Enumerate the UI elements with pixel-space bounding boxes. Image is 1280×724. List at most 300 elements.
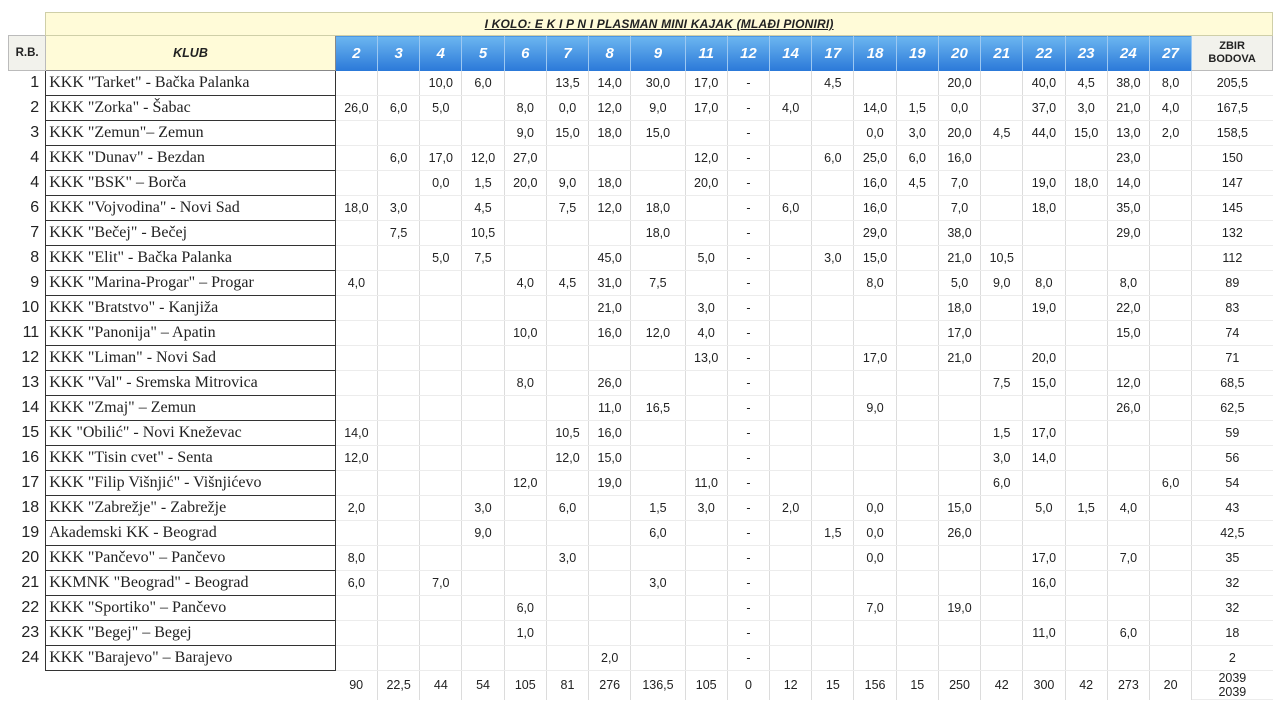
score-cell: [1107, 446, 1149, 471]
score-cell: [378, 621, 420, 646]
score-cell: [420, 621, 462, 646]
score-cell: 12,0: [1107, 371, 1149, 396]
score-cell: [378, 321, 420, 346]
total-cell: 150: [1192, 146, 1273, 171]
score-cell: 6,0: [631, 521, 685, 546]
score-cell: [1065, 646, 1107, 671]
score-cell: 20,0: [938, 121, 980, 146]
score-cell: 21,0: [589, 296, 631, 321]
score-cell: [378, 296, 420, 321]
score-cell: 6,0: [896, 146, 938, 171]
column-sum-cell: 15: [812, 671, 854, 700]
competitor-header: 4: [420, 36, 462, 71]
rb-header: R.B.: [9, 36, 46, 71]
score-cell: [812, 396, 854, 421]
total-cell: 43: [1192, 496, 1273, 521]
score-cell: [420, 196, 462, 221]
table-row: [9, 271, 1273, 296]
score-cell: 14,0: [335, 421, 377, 446]
rank-cell: 20: [21, 549, 40, 566]
score-cell: 21,0: [1107, 96, 1149, 121]
competitor-header: 14: [770, 36, 812, 71]
table-row: [9, 621, 1273, 646]
score-cell: [981, 596, 1023, 621]
score-cell: [504, 571, 546, 596]
score-cell: [378, 246, 420, 271]
score-cell: 23,0: [1107, 146, 1149, 171]
total-cell: 205,5: [1192, 71, 1273, 96]
column-sum-cell: 15: [896, 671, 938, 700]
score-cell: -: [727, 221, 769, 246]
score-cell: [1065, 396, 1107, 421]
score-cell: [378, 71, 420, 96]
club-cell: KKK "Filip Višnjić" - Višnjićevo: [46, 471, 336, 496]
score-cell: 1,5: [631, 496, 685, 521]
score-cell: 1,0: [504, 621, 546, 646]
score-cell: [812, 321, 854, 346]
score-cell: [1107, 521, 1149, 546]
score-cell: [981, 171, 1023, 196]
club-cell: KK "Obilić" - Novi Kneževac: [46, 421, 336, 446]
rank-cell: 15: [21, 424, 40, 441]
score-cell: 17,0: [685, 71, 727, 96]
score-cell: 6,0: [504, 596, 546, 621]
score-cell: 21,0: [938, 246, 980, 271]
table-row: [9, 346, 1273, 371]
score-cell: [938, 421, 980, 446]
score-cell: 5,0: [1023, 496, 1065, 521]
score-cell: 35,0: [1107, 196, 1149, 221]
score-cell: 6,0: [335, 571, 377, 596]
score-cell: [1150, 396, 1192, 421]
club-cell: KKK "Pančevo" – Pančevo: [46, 546, 336, 571]
club-cell: KKK "Begej" – Begej: [46, 621, 336, 646]
score-cell: [546, 521, 588, 546]
total-header-line1: ZBIR: [1219, 40, 1245, 52]
score-cell: -: [727, 196, 769, 221]
score-cell: 29,0: [1107, 221, 1149, 246]
score-cell: 6,0: [812, 146, 854, 171]
score-cell: [462, 621, 504, 646]
score-cell: 4,0: [770, 96, 812, 121]
competitor-header: 27: [1150, 36, 1192, 71]
score-cell: [631, 371, 685, 396]
score-cell: 15,0: [1065, 121, 1107, 146]
score-cell: [1065, 596, 1107, 621]
score-cell: -: [727, 371, 769, 396]
club-cell: KKK "Val" - Sremska Mitrovica: [46, 371, 336, 396]
score-cell: 18,0: [1023, 196, 1065, 221]
score-cell: [685, 221, 727, 246]
score-cell: 5,0: [420, 246, 462, 271]
score-cell: [938, 471, 980, 496]
score-cell: 0,0: [854, 546, 896, 571]
score-cell: [462, 446, 504, 471]
score-cell: 3,0: [462, 496, 504, 521]
score-cell: [546, 371, 588, 396]
score-cell: [770, 621, 812, 646]
score-cell: [1150, 621, 1192, 646]
score-cell: -: [727, 96, 769, 121]
score-cell: 17,0: [938, 321, 980, 346]
grand-total-value: 2039: [1218, 671, 1247, 685]
score-cell: 27,0: [504, 146, 546, 171]
club-cell: KKK "Bečej" - Bečej: [46, 221, 336, 246]
score-cell: 38,0: [1107, 71, 1149, 96]
score-cell: -: [727, 521, 769, 546]
score-cell: [504, 346, 546, 371]
score-cell: [1023, 646, 1065, 671]
score-cell: [770, 121, 812, 146]
rank-cell: 6: [30, 199, 40, 216]
column-sum-cell: 22,5: [378, 671, 420, 700]
score-cell: [631, 546, 685, 571]
club-cell: KKK "Tarket" - Bačka Palanka: [46, 71, 336, 96]
score-cell: 7,0: [1107, 546, 1149, 571]
score-cell: [981, 321, 1023, 346]
table-row: [9, 571, 1273, 596]
score-cell: [854, 321, 896, 346]
score-cell: [546, 321, 588, 346]
score-cell: 18,0: [631, 221, 685, 246]
score-cell: 3,0: [896, 121, 938, 146]
score-cell: [896, 71, 938, 96]
score-cell: [1065, 271, 1107, 296]
column-sum-cell: 276: [589, 671, 631, 700]
score-cell: [378, 346, 420, 371]
score-cell: [335, 521, 377, 546]
score-cell: [546, 596, 588, 621]
score-cell: [1107, 346, 1149, 371]
total-cell: 35: [1192, 546, 1273, 571]
score-cell: 3,0: [1065, 96, 1107, 121]
score-cell: 2,0: [770, 496, 812, 521]
score-cell: [896, 446, 938, 471]
score-cell: 6,0: [981, 471, 1023, 496]
score-cell: [504, 221, 546, 246]
score-cell: [504, 521, 546, 546]
total-cell: 2: [1192, 646, 1273, 671]
score-cell: [896, 221, 938, 246]
score-cell: [896, 546, 938, 571]
score-cell: [589, 496, 631, 521]
score-cell: 11,0: [589, 396, 631, 421]
rank-cell: 4: [30, 149, 40, 166]
score-cell: [504, 246, 546, 271]
score-cell: 15,0: [1107, 321, 1149, 346]
club-cell: Akademski KK - Beograd: [46, 521, 336, 546]
score-cell: [335, 321, 377, 346]
score-cell: [938, 546, 980, 571]
score-cell: [420, 221, 462, 246]
score-cell: 7,5: [631, 271, 685, 296]
score-cell: -: [727, 71, 769, 96]
score-cell: [378, 271, 420, 296]
rank-cell: 14: [21, 399, 40, 416]
score-cell: -: [727, 571, 769, 596]
score-cell: [420, 446, 462, 471]
score-cell: [812, 596, 854, 621]
score-cell: [1150, 271, 1192, 296]
score-cell: 45,0: [589, 246, 631, 271]
score-cell: [420, 596, 462, 621]
score-cell: [504, 196, 546, 221]
score-cell: 12,0: [631, 321, 685, 346]
score-cell: 8,0: [1150, 71, 1192, 96]
score-cell: [812, 371, 854, 396]
score-cell: -: [727, 471, 769, 496]
club-cell: KKK "Barajevo" – Barajevo: [46, 646, 336, 671]
table-row: [9, 596, 1273, 621]
total-cell: 167,5: [1192, 96, 1273, 121]
score-cell: [504, 296, 546, 321]
score-cell: [770, 446, 812, 471]
score-cell: [981, 496, 1023, 521]
page-title: I KOLO: E K I P N I PLASMAN MINI KAJAK (MLAĐI PIONIRI): [484, 17, 834, 31]
total-cell: 62,5: [1192, 396, 1273, 421]
column-sum-cell: 42: [1065, 671, 1107, 700]
score-cell: [631, 471, 685, 496]
score-cell: [685, 396, 727, 421]
score-cell: 15,0: [938, 496, 980, 521]
score-cell: [770, 371, 812, 396]
score-cell: [378, 471, 420, 496]
score-cell: 10,0: [420, 71, 462, 96]
score-cell: [1023, 471, 1065, 496]
score-cell: [1023, 221, 1065, 246]
score-cell: 7,0: [420, 571, 462, 596]
competitor-header: 12: [727, 36, 769, 71]
score-cell: [812, 571, 854, 596]
score-cell: [896, 296, 938, 321]
total-cell: 32: [1192, 571, 1273, 596]
score-cell: 7,0: [938, 196, 980, 221]
club-cell: KKK "Marina-Progar" – Progar: [46, 271, 336, 296]
score-cell: 5,0: [938, 271, 980, 296]
score-cell: [1150, 646, 1192, 671]
score-cell: [589, 146, 631, 171]
score-cell: 19,0: [1023, 171, 1065, 196]
score-cell: [1023, 521, 1065, 546]
column-sum-cell: 250: [938, 671, 980, 700]
rank-cell: 1: [30, 74, 40, 92]
total-cell: 71: [1192, 346, 1273, 371]
score-cell: 20,0: [1023, 346, 1065, 371]
sum-row: [9, 671, 1273, 700]
score-cell: [335, 146, 377, 171]
column-sum-cell: 54: [462, 671, 504, 700]
score-cell: [1150, 221, 1192, 246]
score-cell: [462, 396, 504, 421]
table-row: [9, 396, 1273, 421]
table-row: [9, 471, 1273, 496]
table-row: [9, 546, 1273, 571]
score-cell: [854, 71, 896, 96]
table-row: [9, 421, 1273, 446]
score-cell: [1150, 546, 1192, 571]
score-cell: 2,0: [335, 496, 377, 521]
score-cell: [812, 621, 854, 646]
score-cell: 7,0: [938, 171, 980, 196]
rank-cell: 17: [21, 474, 40, 491]
score-cell: -: [727, 596, 769, 621]
score-cell: [685, 196, 727, 221]
column-sum-cell: 20: [1150, 671, 1192, 700]
score-cell: [631, 421, 685, 446]
rank-cell: 3: [30, 124, 40, 141]
rank-cell: 16: [21, 449, 40, 466]
score-cell: [1150, 196, 1192, 221]
score-cell: 15,0: [1023, 371, 1065, 396]
score-cell: 6,0: [770, 196, 812, 221]
score-cell: 31,0: [589, 271, 631, 296]
score-cell: -: [727, 546, 769, 571]
score-cell: [378, 546, 420, 571]
column-sum-cell: 273: [1107, 671, 1149, 700]
score-cell: 12,0: [685, 146, 727, 171]
score-cell: [420, 346, 462, 371]
score-cell: 15,0: [854, 246, 896, 271]
score-cell: [812, 646, 854, 671]
total-cell: 56: [1192, 446, 1273, 471]
score-cell: 4,5: [462, 196, 504, 221]
score-cell: [335, 246, 377, 271]
score-cell: [504, 646, 546, 671]
score-cell: [589, 546, 631, 571]
score-cell: [685, 521, 727, 546]
score-cell: 0,0: [546, 96, 588, 121]
score-cell: 16,0: [589, 421, 631, 446]
score-cell: -: [727, 296, 769, 321]
club-cell: KKMNK "Beograd" - Beograd: [46, 571, 336, 596]
score-cell: [1150, 321, 1192, 346]
total-header: [1192, 36, 1273, 71]
score-cell: 16,0: [854, 196, 896, 221]
rank-cell: 10: [21, 299, 40, 316]
table-row: [9, 371, 1273, 396]
score-cell: 11,0: [685, 471, 727, 496]
score-cell: [1107, 646, 1149, 671]
score-cell: 20,0: [685, 171, 727, 196]
score-cell: [335, 646, 377, 671]
score-cell: [896, 496, 938, 521]
score-cell: 6,0: [378, 146, 420, 171]
score-cell: 30,0: [631, 71, 685, 96]
score-cell: 17,0: [685, 96, 727, 121]
score-cell: -: [727, 421, 769, 446]
table-row: [9, 146, 1273, 171]
score-cell: [1150, 371, 1192, 396]
score-cell: [685, 121, 727, 146]
score-cell: [938, 621, 980, 646]
column-sum-cell: 105: [685, 671, 727, 700]
score-cell: [896, 646, 938, 671]
score-cell: [896, 521, 938, 546]
rank-cell: 23: [21, 624, 40, 641]
score-cell: 7,5: [462, 246, 504, 271]
competitor-header: 6: [504, 36, 546, 71]
score-cell: 10,0: [504, 321, 546, 346]
score-cell: [896, 246, 938, 271]
score-cell: [770, 346, 812, 371]
score-cell: [462, 421, 504, 446]
score-cell: [938, 446, 980, 471]
score-cell: 7,5: [981, 371, 1023, 396]
score-cell: [981, 571, 1023, 596]
total-cell: 59: [1192, 421, 1273, 446]
score-cell: -: [727, 346, 769, 371]
grand-total-cell: [1192, 671, 1273, 700]
score-cell: [378, 596, 420, 621]
score-cell: [546, 646, 588, 671]
table-row: [9, 296, 1273, 321]
score-cell: 4,5: [896, 171, 938, 196]
score-cell: [462, 96, 504, 121]
score-cell: [896, 421, 938, 446]
score-cell: 16,0: [1023, 571, 1065, 596]
club-cell: KKK "Zmaj" – Zemun: [46, 396, 336, 421]
score-cell: [631, 346, 685, 371]
score-cell: 26,0: [938, 521, 980, 546]
competitor-header: 22: [1023, 36, 1065, 71]
score-cell: 8,0: [335, 546, 377, 571]
score-cell: [1065, 146, 1107, 171]
club-header: KLUB: [46, 36, 336, 71]
column-sum-cell: 0: [727, 671, 769, 700]
rank-cell: 7: [30, 224, 40, 241]
score-cell: [1065, 196, 1107, 221]
total-cell: 145: [1192, 196, 1273, 221]
competitor-header: 5: [462, 36, 504, 71]
score-cell: [546, 221, 588, 246]
score-cell: 9,0: [546, 171, 588, 196]
score-cell: [378, 171, 420, 196]
competitor-header: 21: [981, 36, 1023, 71]
score-cell: [981, 396, 1023, 421]
score-cell: [335, 221, 377, 246]
score-cell: 11,0: [1023, 621, 1065, 646]
score-cell: [504, 546, 546, 571]
competitor-header: 9: [631, 36, 685, 71]
table-row: [9, 121, 1273, 146]
rank-cell: 9: [30, 274, 40, 291]
score-cell: 4,0: [685, 321, 727, 346]
score-cell: 13,0: [685, 346, 727, 371]
club-cell: KKK "BSK" – Borča: [46, 171, 336, 196]
score-cell: 18,0: [1065, 171, 1107, 196]
score-cell: 14,0: [589, 71, 631, 96]
score-cell: 6,0: [462, 71, 504, 96]
score-cell: 5,0: [420, 96, 462, 121]
score-cell: [1023, 596, 1065, 621]
score-cell: [462, 346, 504, 371]
score-cell: [770, 521, 812, 546]
club-cell: KKK "Zemun"– Zemun: [46, 121, 336, 146]
score-cell: 16,0: [589, 321, 631, 346]
score-cell: 12,0: [335, 446, 377, 471]
score-cell: [896, 471, 938, 496]
score-cell: 9,0: [854, 396, 896, 421]
column-sum-cell: 300: [1023, 671, 1065, 700]
club-cell: KKK "Panonija" – Apatin: [46, 321, 336, 346]
score-cell: [420, 546, 462, 571]
score-cell: 7,0: [854, 596, 896, 621]
table-row: [9, 646, 1273, 671]
score-cell: [335, 596, 377, 621]
score-cell: [631, 296, 685, 321]
score-cell: [378, 421, 420, 446]
score-cell: 44,0: [1023, 121, 1065, 146]
